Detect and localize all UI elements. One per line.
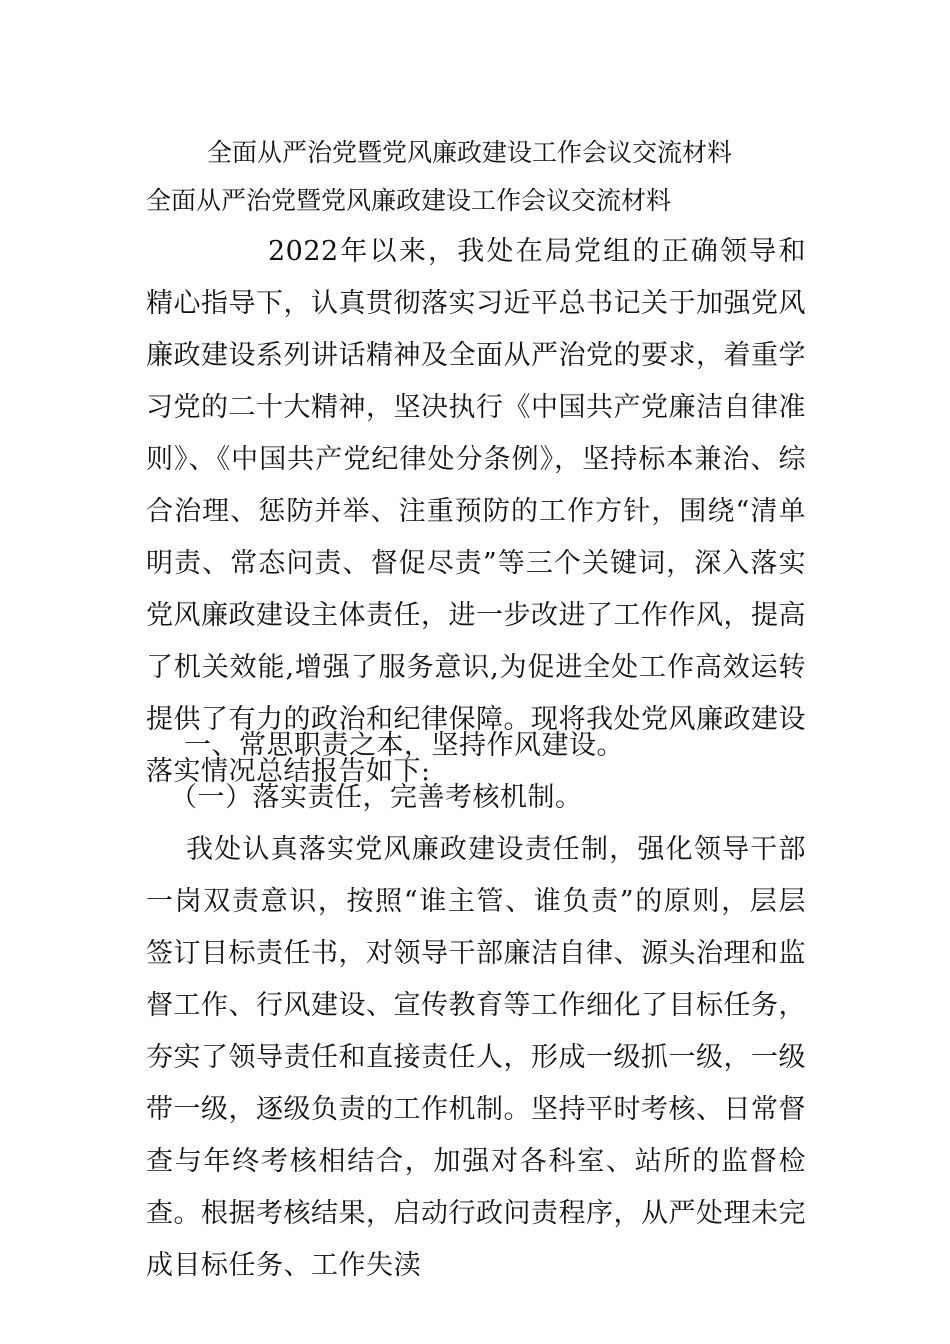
document-title: 全面从严治党暨党风廉政建设工作会议交流材料: [207, 138, 733, 167]
paragraph-intro: 2022年以来，我处在局党组的正确领导和精心指导下，认真贯彻落实习近平总书记关于加强党风廉政建设系列讲话精神及全面从严治党的要求，着重学习党的二十大精神，坚决执行《中国共产党廉洁自律准则》、《中国共产党纪律处分条例》，坚持标本兼治、综合治理、惩防并举、注重预防的工作方针，围绕“清单明责、常态问责、督促尽责”等三个关键词，深入落实党风廉政建设主体责任，进一步改进了工作作风，提高了机关效能,增强了服务意识,为促进全处工作高效运转提供了有力的政治和纪律保障。现将我处党风廉政建设落实情况总结报告如下:: [146, 236, 806, 787]
section-heading-1: 一、常思职责之本，坚持作风建设。: [184, 730, 624, 761]
document-subtitle: 全面从严治党暨党风廉政建设工作会议交流材料: [146, 186, 672, 215]
paragraph-responsibility: 我处认真落实党风廉政建设责任制，强化领导干部一岗双责意识，按照“谁主管、谁负责”的原则，层层签订目标责任书，对领导干部廉洁自律、源头治理和监督工作、行风建设、宣传教育等工作细化了目标任务，夯实了领导责任和直接责任人，形成一级抓一级，一级带一级，逐级负责的工作机制。坚持平时考核、日常督查与年终考核相结合，加强对各科室、站所的监督检查。根据考核结果，启动行政问责程序，从严处理未完成目标任务、工作失渎: [146, 834, 806, 1281]
subsection-heading-1: （一）落实责任，完善考核机制。: [170, 782, 583, 813]
